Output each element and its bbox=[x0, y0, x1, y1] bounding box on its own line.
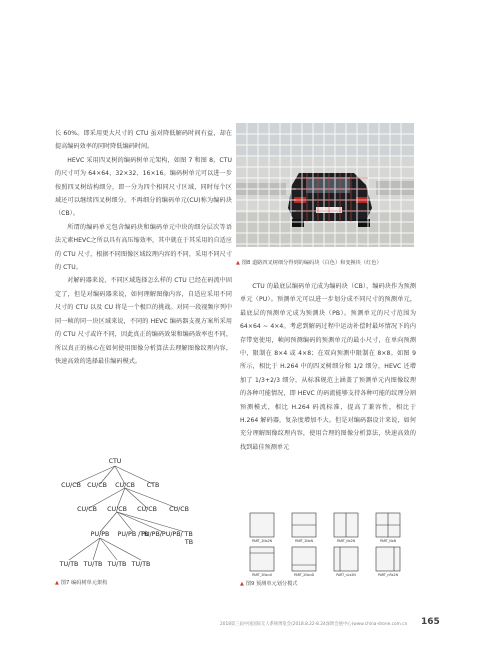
mode-label: PART_Nx2N bbox=[336, 539, 356, 543]
footer-text: 2018第三届中国国际无人系统博览会(2018.8.22-8.24深圳会展中心)www.china-drone.com.cn bbox=[220, 622, 408, 627]
figure-9-caption: ▲ 图9 预测单元划分模式 bbox=[240, 581, 298, 587]
tree-root: CTU bbox=[108, 458, 122, 465]
triangle-icon: ▲ bbox=[55, 580, 59, 586]
mode-label: PART_NxN bbox=[379, 539, 397, 543]
tree-node: CU/CB bbox=[61, 482, 81, 489]
tree-node: CU/CB bbox=[87, 482, 107, 489]
right-column-text bbox=[240, 280, 416, 454]
tree-node: CU/CB bbox=[77, 506, 97, 513]
paragraph: HEVC 采用四叉树的编码树单元架构，如图 7 和图 8。CTU 的尺寸可为 64×64、32×32、16×16。编码树单元可以进一步按照四叉树结构细分，即一分为四个相同尺寸区域，同时每个区域还可以继续四叉树细分。不再细分的编码单元(CU)称为编码块（CB）。 bbox=[55, 156, 232, 218]
tree-node: PU/PB/PU/PB/ TB bbox=[141, 531, 193, 538]
mode-label: PART_nLx2N bbox=[336, 573, 356, 577]
paragraph: CTU 的最底层编码单元成为编码块（CB），编码块作为预测单元（PU）。预测单元可以进一步划分成不同尺寸的预测单元，最底层的预测单元成为预测块（PB）。预测单元的尺寸范围为 64×64 ~ 4×4。考虑到解码过程中运动补偿时最坏情况下的内存带宽使用，帧间预测编码的预测单元的最小尺寸，在单向预测中，限制在 8×4 或 4×8；在双向预测中限制在 8×8。如图 9 所示，相比于 H.264 中的四叉树细分和 1/2 细分，HEVC 还增加了 1/3+2/3 细分，从标准规范上涵盖了预测单元内图像纹理的各种可能情况，即 HEVC 的码流能够支持各种可能的纹理分割预测模式，相比 H.264 码流标准，提高了兼容性，相比于 H.264 解码器，复杂度增加不大。但是对编码器设计来说，如何充分理解图像纹理内容，使用合理的图像分析算法，快速高效的找到最佳预测单元 bbox=[240, 283, 416, 451]
tree-node: TU/TB bbox=[107, 561, 127, 568]
coding-tree-diagram bbox=[55, 454, 230, 576]
paragraph: 长 60%。即采用更大尺寸的 CTU 虽对降低解码时间有益，却在提高编码效率的同时降低编码时间。 bbox=[55, 130, 232, 151]
mode-label: PART_2NxN bbox=[294, 539, 314, 543]
tree-node: CU/CB bbox=[169, 506, 189, 513]
tree-node: CTB bbox=[146, 482, 160, 489]
figure-7-caption: ▲ 图7 编码树单元架构 bbox=[55, 580, 108, 586]
mode-label: PART_2Nx2N bbox=[251, 539, 273, 543]
tree-node: PU/PB /TB bbox=[117, 531, 149, 538]
road-photo-grid bbox=[236, 123, 414, 247]
triangle-icon: ▲ bbox=[240, 581, 244, 587]
mode-label: PART_2NxnU bbox=[251, 573, 273, 577]
tree-node: TU/TB bbox=[83, 561, 103, 568]
figure-8-caption: ▲ 图8 道路四叉树细分得到的编码块（白色）和变换块（红色） bbox=[236, 260, 382, 266]
partition-modes-diagram bbox=[240, 509, 416, 579]
tree-node: CU/CB bbox=[107, 506, 127, 513]
tree-node: TB bbox=[184, 539, 194, 546]
paragraph: 对解码器来说，不同区域选择怎么样的 CTU 已经在码流中固定了，但是对编码器来说，如何理解图像内容，自适应采用不同尺寸的 CTU 以及 CU 将是一个极巨的挑战。对同一段视频序列中同一帧的同一块区域来说，不同的 HEVC 编码器支视方案所采用的 CTU 尺寸或许不同，因此真正的编码效果和编码效率也不同，所以真正的核心在如何使用图像分析算法去理解图像纹理内容，快速高效的选择最佳编码模式。 bbox=[55, 277, 232, 365]
tree-node: CU/CB bbox=[115, 482, 135, 489]
mode-label: PART_2NxnD bbox=[293, 573, 315, 577]
page-number: 165 bbox=[421, 617, 440, 627]
tree-node: TU/TB bbox=[131, 561, 151, 568]
tree-node: PU/PB bbox=[90, 531, 110, 538]
tree-node: CU/CB bbox=[137, 506, 157, 513]
triangle-icon: ▲ bbox=[236, 260, 240, 266]
figure-8-image bbox=[236, 123, 414, 247]
left-column-text bbox=[55, 127, 232, 368]
mode-label: PART_nRx2N bbox=[378, 573, 398, 577]
paragraph: 所谓的编码单元包含编码块和编码单元中块的细分层次等语法元素HEVC之所以具有高压缩效率，其中就在于其采用的自适应的 CTU 尺寸，根据不同图像区域纹理内容的不同，采用不同尺寸的 CTU。 bbox=[55, 223, 232, 272]
tree-node: TU/TB bbox=[59, 561, 79, 568]
